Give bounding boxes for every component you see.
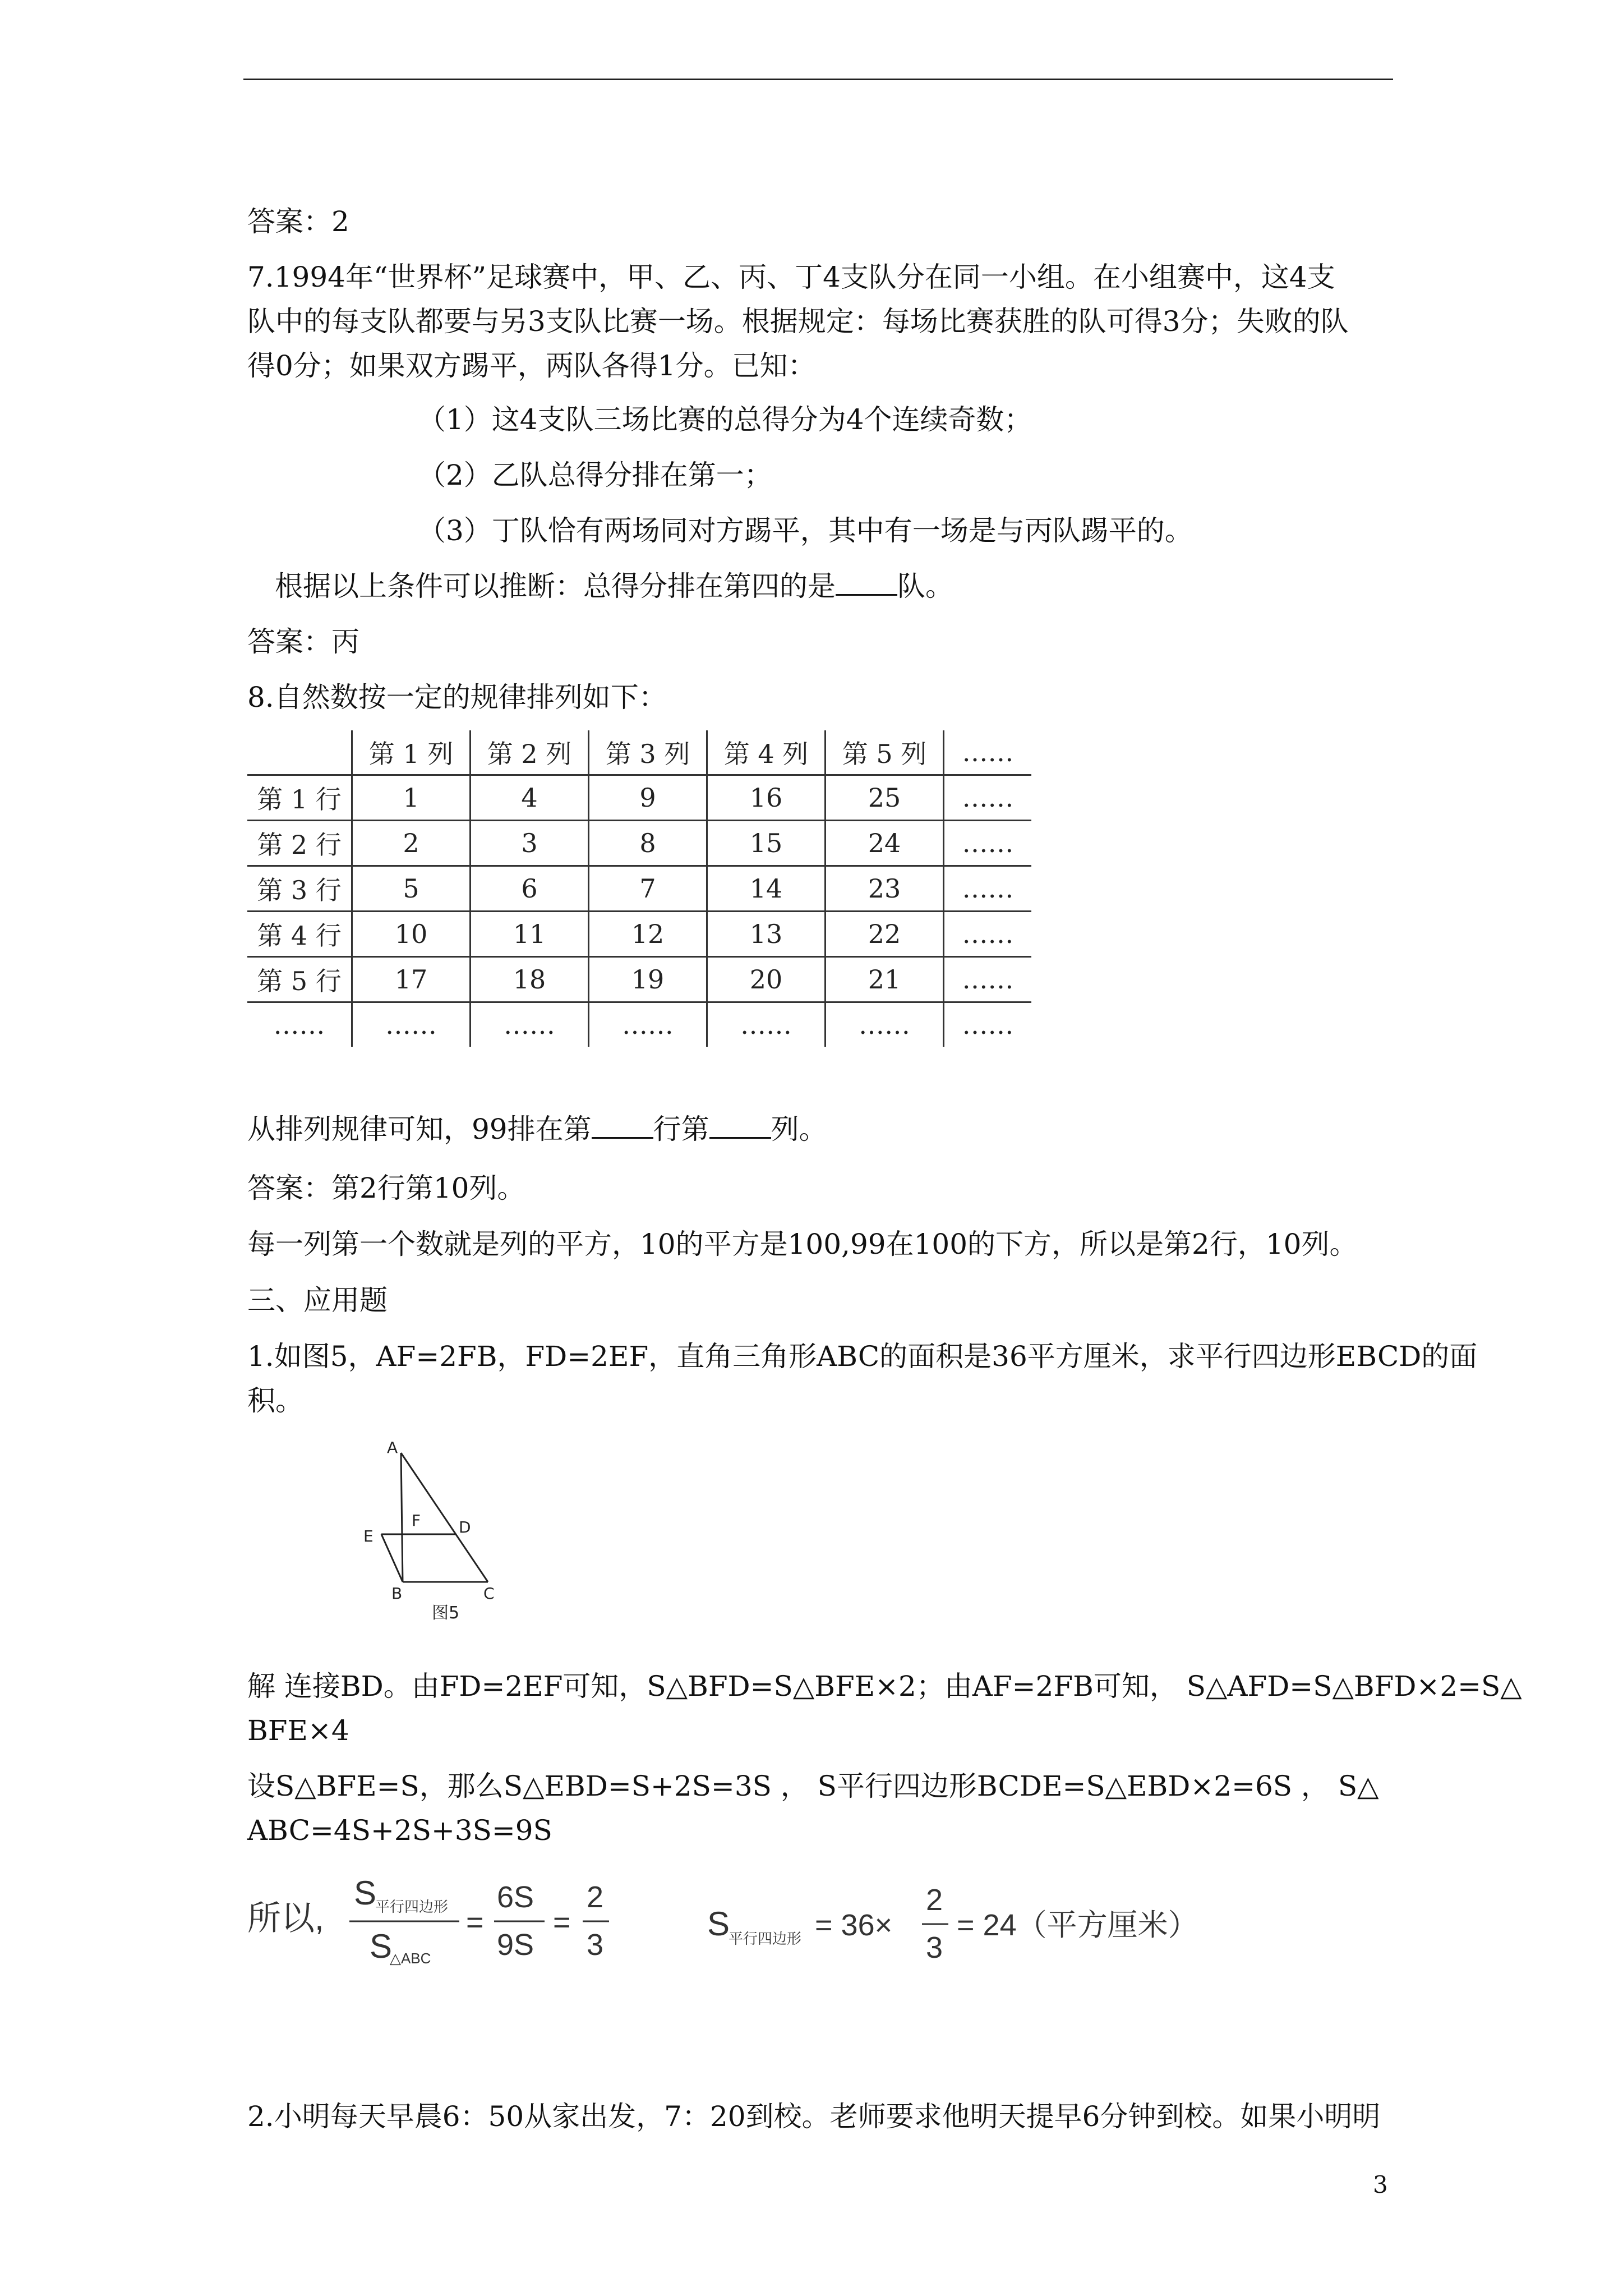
edge-eb: [381, 1534, 403, 1582]
q8-answer: 答案：第2行第10列。: [247, 1172, 525, 1204]
answer-6: 答案：2: [247, 205, 349, 238]
table-cell: ……: [944, 1002, 1032, 1047]
table-cell: ……: [273, 1010, 325, 1040]
table-cell: ……: [944, 912, 1032, 957]
table-cell: ……: [944, 957, 1032, 1002]
table-row: [247, 1002, 1031, 1047]
formula-prefix: 所以,: [247, 1899, 324, 1937]
geometry-diagram: [359, 1436, 538, 1649]
frac2-den: 9S: [497, 1928, 534, 1962]
table-row: [247, 957, 1031, 1002]
formula-block: [247, 1862, 1257, 1989]
label-e: E: [363, 1527, 374, 1545]
answer-blank: [836, 572, 897, 596]
frac1-num-s: S: [354, 1874, 377, 1912]
table-header-row: [247, 730, 1031, 775]
frac1-den-s: S: [370, 1927, 393, 1965]
frac3-den: 3: [587, 1928, 604, 1962]
page-number: 3: [1373, 2171, 1388, 2198]
table-cell: 1: [352, 775, 471, 821]
table-header-cell: ……: [944, 730, 1032, 775]
table-cell: 12: [589, 912, 707, 957]
table-header-cell: [247, 730, 352, 775]
table-header-cell: 第 2 列: [471, 730, 589, 775]
table-cell: 24: [826, 821, 944, 866]
label-d: D: [459, 1518, 471, 1536]
q7-line2: 队中的每支队都要与另3支队比赛一场。根据规定：每场比赛获胜的队可得3分；失败的队: [247, 305, 1349, 338]
table-header-cell: 第 5 列: [826, 730, 944, 775]
q8-intro: 8.自然数按一定的规律排列如下：: [247, 681, 667, 714]
formula-svg: [247, 1862, 1257, 1986]
frac1-den-sub: △ABC: [390, 1950, 431, 1967]
table-cell: 17: [352, 957, 471, 1002]
solution-line4: ABC=4S+2S+3S=9S: [247, 1814, 552, 1847]
table-header-cell: 第 4 列: [707, 730, 826, 775]
table-cell: 4: [471, 775, 589, 821]
q7-ask-pre: 根据以上条件可以推断：总得分排在第四的是: [275, 570, 836, 602]
figure-caption: 图5: [432, 1603, 460, 1623]
table-cell: ……: [471, 1002, 589, 1047]
table-cell: 2: [352, 821, 471, 866]
table-row: [247, 775, 1031, 821]
column-blank: [709, 1115, 771, 1139]
frac1-num-sub: 平行四边形: [375, 1898, 449, 1915]
q8-ask-a: 从排列规律可知，99排在第: [247, 1113, 592, 1145]
rhs-s: S: [707, 1905, 730, 1943]
number-table: [247, 730, 1031, 1047]
table-cell: 22: [826, 912, 944, 957]
q8-ask-c: 列。: [771, 1113, 827, 1145]
q8-ask: [247, 1111, 827, 1148]
table-cell: 8: [589, 821, 707, 866]
label-f: F: [412, 1511, 421, 1530]
q7-answer: 答案：丙: [247, 625, 359, 658]
table-cell: 3: [471, 821, 589, 866]
q8-explain: 每一列第一个数就是列的平方，10的平方是100,99在100的下方，所以是第2行，10列。: [247, 1228, 1358, 1260]
table-cell: 21: [826, 957, 944, 1002]
rhs-num: 2: [926, 1883, 943, 1917]
table-row: [247, 866, 1031, 912]
solution-line2: BFE×4: [247, 1714, 349, 1747]
table-cell: 第 3 行: [247, 866, 352, 912]
table-cell: ……: [944, 775, 1032, 821]
frac2-num: 6S: [497, 1880, 534, 1914]
section-title: 三、应用题: [247, 1284, 388, 1317]
table-cell: 10: [352, 912, 471, 957]
q7-line1: 7.1994年“世界杯”足球赛中，甲、乙、丙、丁4支队分在同一小组。在小组赛中，这4支: [247, 261, 1335, 293]
edge-ab: [401, 1453, 403, 1582]
frac3-num: 2: [587, 1880, 604, 1914]
q7-cond2: （2）乙队总得分排在第一；: [418, 459, 772, 491]
label-c: C: [483, 1584, 495, 1603]
p1-line2: 积。: [247, 1384, 303, 1417]
table-cell: 第 5 行: [247, 957, 352, 1002]
q7-ask: [275, 568, 953, 605]
table-cell: 20: [707, 957, 826, 1002]
rhs-mid: = 36×: [815, 1908, 893, 1942]
table-cell: 第 1 行: [247, 775, 352, 821]
table-cell: ……: [944, 821, 1032, 866]
table-cell: 7: [589, 866, 707, 912]
table-cell: 9: [589, 775, 707, 821]
p1-line1: 1.如图5，AF=2FB，FD=2EF，直角三角形ABC的面积是36平方厘米，求平行四边形EBCD的面: [247, 1340, 1478, 1373]
solution-line3: 设S△BFE=S，那么S△EBD=S+2S=3S ， S平行四边形BCDE=S△EBD×2=6S ， S△: [247, 1770, 1379, 1802]
table-cell: 25: [826, 775, 944, 821]
table-header-cell: 第 1 列: [352, 730, 471, 775]
rhs-den: 3: [926, 1931, 943, 1964]
table-cell: 19: [589, 957, 707, 1002]
q7-ask-post: 队。: [897, 570, 953, 602]
table-cell: 18: [471, 957, 589, 1002]
eq-2: =: [553, 1906, 571, 1939]
table-cell: 14: [707, 866, 826, 912]
table-cell: 第 2 行: [247, 821, 352, 866]
table-cell: 5: [352, 866, 471, 912]
table-cell: 16: [707, 775, 826, 821]
eq-1: =: [466, 1906, 484, 1939]
rhs-sub: 平行四边形: [728, 1930, 802, 1947]
rhs-end: = 24（平方厘米）: [957, 1908, 1198, 1942]
q7-cond1: （1）这4支队三场比赛的总得分为4个连续奇数；: [418, 403, 1032, 436]
table-cell: ……: [944, 866, 1032, 912]
table-cell: 23: [826, 866, 944, 912]
table-row: [247, 912, 1031, 957]
table-cell: ……: [826, 1002, 944, 1047]
table-cell: 第 4 行: [247, 912, 352, 957]
table-row: [247, 821, 1031, 866]
table-header-cell: 第 3 列: [589, 730, 707, 775]
p2-line1: 2.小明每天早晨6：50从家出发，7：20到校。老师要求他明天提早6分钟到校。如果小明明: [247, 2100, 1381, 2133]
label-b: B: [391, 1584, 403, 1603]
table-cell: 11: [471, 912, 589, 957]
table-cell: ……: [707, 1002, 826, 1047]
q8-ask-b: 行第: [653, 1113, 709, 1145]
table-cell: 15: [707, 821, 826, 866]
table-cell: 13: [707, 912, 826, 957]
q7-line3: 得0分；如果双方踢平，两队各得1分。已知：: [247, 349, 816, 382]
table-cell: ……: [352, 1002, 471, 1047]
label-a: A: [387, 1438, 398, 1457]
solution-line1: 解 连接BD。由FD=2EF可知，S△BFD=S△BFE×2；由AF=2FB可知， S△AFD=S△BFD×2=S△: [247, 1670, 1522, 1703]
q7-cond3: （3）丁队恰有两场同对方踢平，其中有一场是与丙队踢平的。: [418, 514, 1193, 547]
figure-5: [359, 1436, 538, 1651]
row-blank: [592, 1115, 653, 1139]
table-cell: 6: [471, 866, 589, 912]
table-cell: ……: [589, 1002, 707, 1047]
header-rule: [243, 79, 1393, 80]
